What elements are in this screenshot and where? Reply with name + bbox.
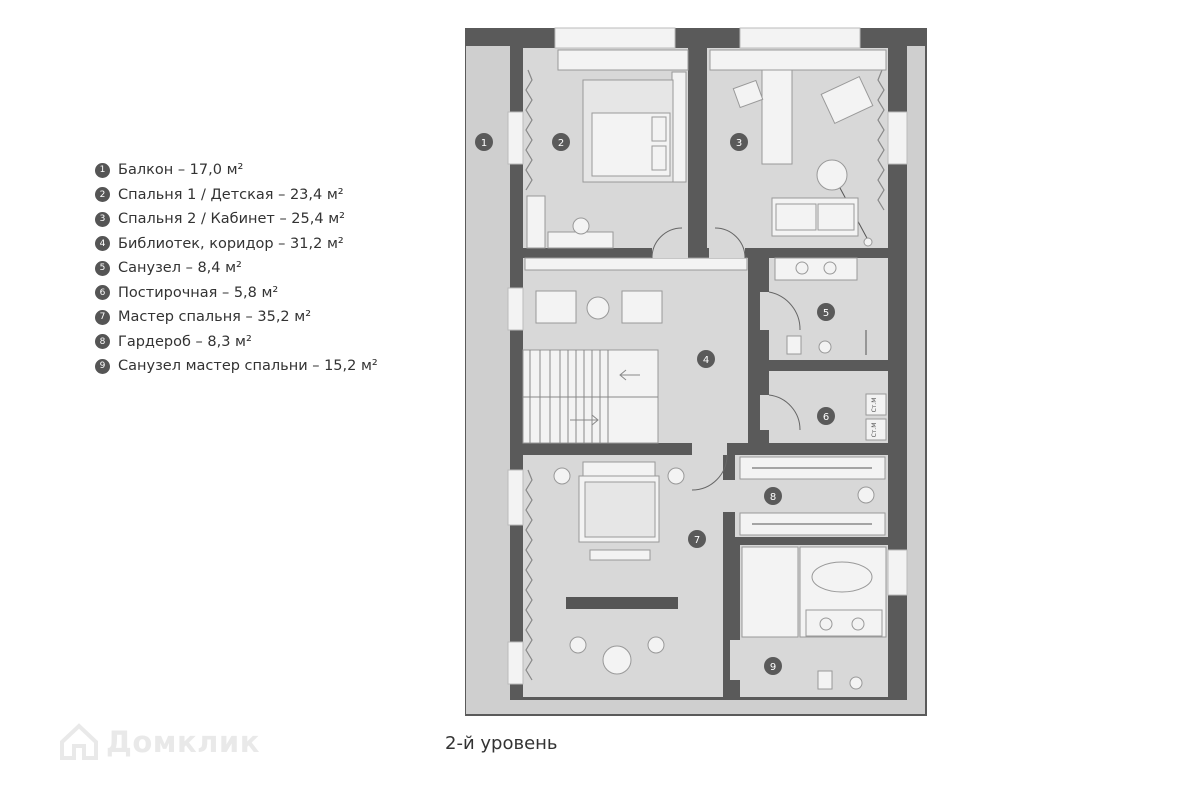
- room-badge-number: 8: [769, 492, 777, 503]
- balcony-strip-right: [907, 46, 925, 700]
- room-badge: [730, 133, 748, 151]
- legend-number-badge: 5: [95, 261, 110, 276]
- room-badge: [817, 407, 835, 425]
- room-badge-number: 1: [480, 138, 488, 149]
- legend-label: Спальня 2 / Кабинет – 25,4 м²: [118, 211, 345, 228]
- room-badge-number: 9: [769, 662, 777, 673]
- legend-label: Гардероб – 8,3 м²: [118, 333, 252, 350]
- room-badge-number: 2: [557, 138, 565, 149]
- watermark-text: Домклик: [106, 725, 260, 759]
- washer-label: Ст.М: [871, 422, 878, 438]
- legend-label: Мастер спальня – 35,2 м²: [118, 309, 312, 326]
- room-badge-number: 5: [822, 308, 830, 319]
- room-badge: [688, 530, 706, 548]
- watermark: [58, 722, 260, 762]
- bottom-strip: [466, 700, 925, 714]
- room-badge: [475, 133, 493, 151]
- room-badge-number: 3: [735, 138, 743, 149]
- room-badge: [764, 487, 782, 505]
- legend-label: Библиотек, коридор – 31,2 м²: [118, 235, 344, 252]
- legend-label: Балкон – 17,0 м²: [118, 162, 244, 179]
- legend-number-badge: 3: [95, 212, 110, 227]
- room-badge-number: 6: [822, 412, 830, 423]
- room-badge: [817, 303, 835, 321]
- house-logo-icon: [58, 722, 100, 762]
- legend-label: Постирочная – 5,8 м²: [118, 284, 279, 301]
- legend-label: Спальня 1 / Детская – 23,4 м²: [118, 186, 344, 203]
- legend-number-badge: 2: [95, 187, 110, 202]
- room-badge-number: 4: [702, 355, 710, 366]
- legend-label: Санузел – 8,4 м²: [118, 260, 242, 277]
- washer-label: Ст.М: [871, 397, 878, 413]
- legend-number-badge: 6: [95, 285, 110, 300]
- legend-number-badge: 7: [95, 310, 110, 325]
- room-badge: [552, 133, 570, 151]
- room-badge-number: 7: [693, 535, 701, 546]
- legend-number-badge: 4: [95, 236, 110, 251]
- legend-number-badge: 8: [95, 334, 110, 349]
- room-badge: [764, 657, 782, 675]
- legend-number-badge: 1: [95, 163, 110, 178]
- legend-label: Санузел мастер спальни – 15,2 м²: [118, 358, 378, 375]
- room-badge: [697, 350, 715, 368]
- legend-number-badge: 9: [95, 359, 110, 374]
- floor-level-caption: 2-й уровень: [445, 733, 558, 754]
